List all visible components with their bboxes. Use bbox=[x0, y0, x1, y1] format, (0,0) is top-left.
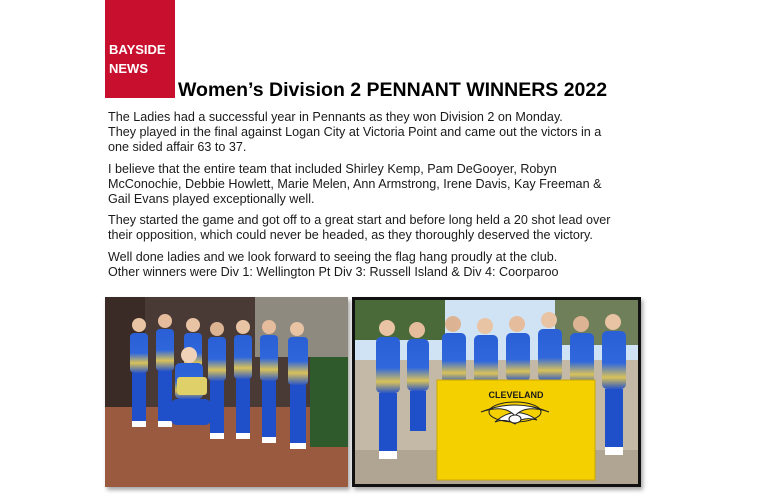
bayside-news-badge bbox=[105, 0, 175, 98]
badge-line-2: NEWS bbox=[109, 61, 148, 76]
text-line: one sided affair 63 to 37. bbox=[108, 140, 247, 155]
text-line: their opposition, which could never be headed, as they thoroughly deserved the victory. bbox=[108, 228, 593, 243]
team-photo-indoor-image bbox=[105, 297, 348, 487]
team-photo-flag bbox=[352, 297, 641, 487]
paragraph-closing bbox=[108, 250, 648, 280]
text-line: The Ladies had a successful year in Pennants as they won Division 2 on Monday. bbox=[108, 110, 563, 124]
text-line: I believe that the entire team that included Shirley Kemp, Pam DeGooyer, Robyn bbox=[108, 161, 557, 176]
text-line: Well done ladies and we look forward to seeing the flag hang proudly at the club. bbox=[108, 249, 558, 264]
article-headline: Women’s Division 2 PENNANT WINNERS 2022 bbox=[178, 79, 608, 101]
text-line: Gail Evans played exceptionally well. bbox=[108, 192, 315, 207]
text-line: They started the game and got off to a great start and before long held a 20 shot lead over bbox=[108, 213, 611, 228]
text-line: McConochie, Debbie Howlett, Marie Melen, Ann Armstrong, Irene Davis, Kay Freeman & bbox=[108, 176, 602, 191]
flag-text: CLEVELAND bbox=[488, 390, 544, 400]
text-line: Other winners were Div 1: Wellington Pt Div 3: Russell Island & Div 4: Coorparoo bbox=[108, 264, 559, 279]
team-photo-indoor bbox=[105, 297, 348, 487]
paragraph-team bbox=[108, 162, 648, 208]
text-line: They played in the final against Logan City at Victoria Point and came out the victors in a bbox=[108, 125, 602, 140]
paragraph-intro bbox=[108, 110, 648, 156]
badge-line-1: BAYSIDE bbox=[109, 42, 166, 57]
team-photo-flag-image bbox=[355, 300, 638, 484]
paragraph-game bbox=[108, 213, 648, 243]
article-body bbox=[108, 110, 648, 286]
